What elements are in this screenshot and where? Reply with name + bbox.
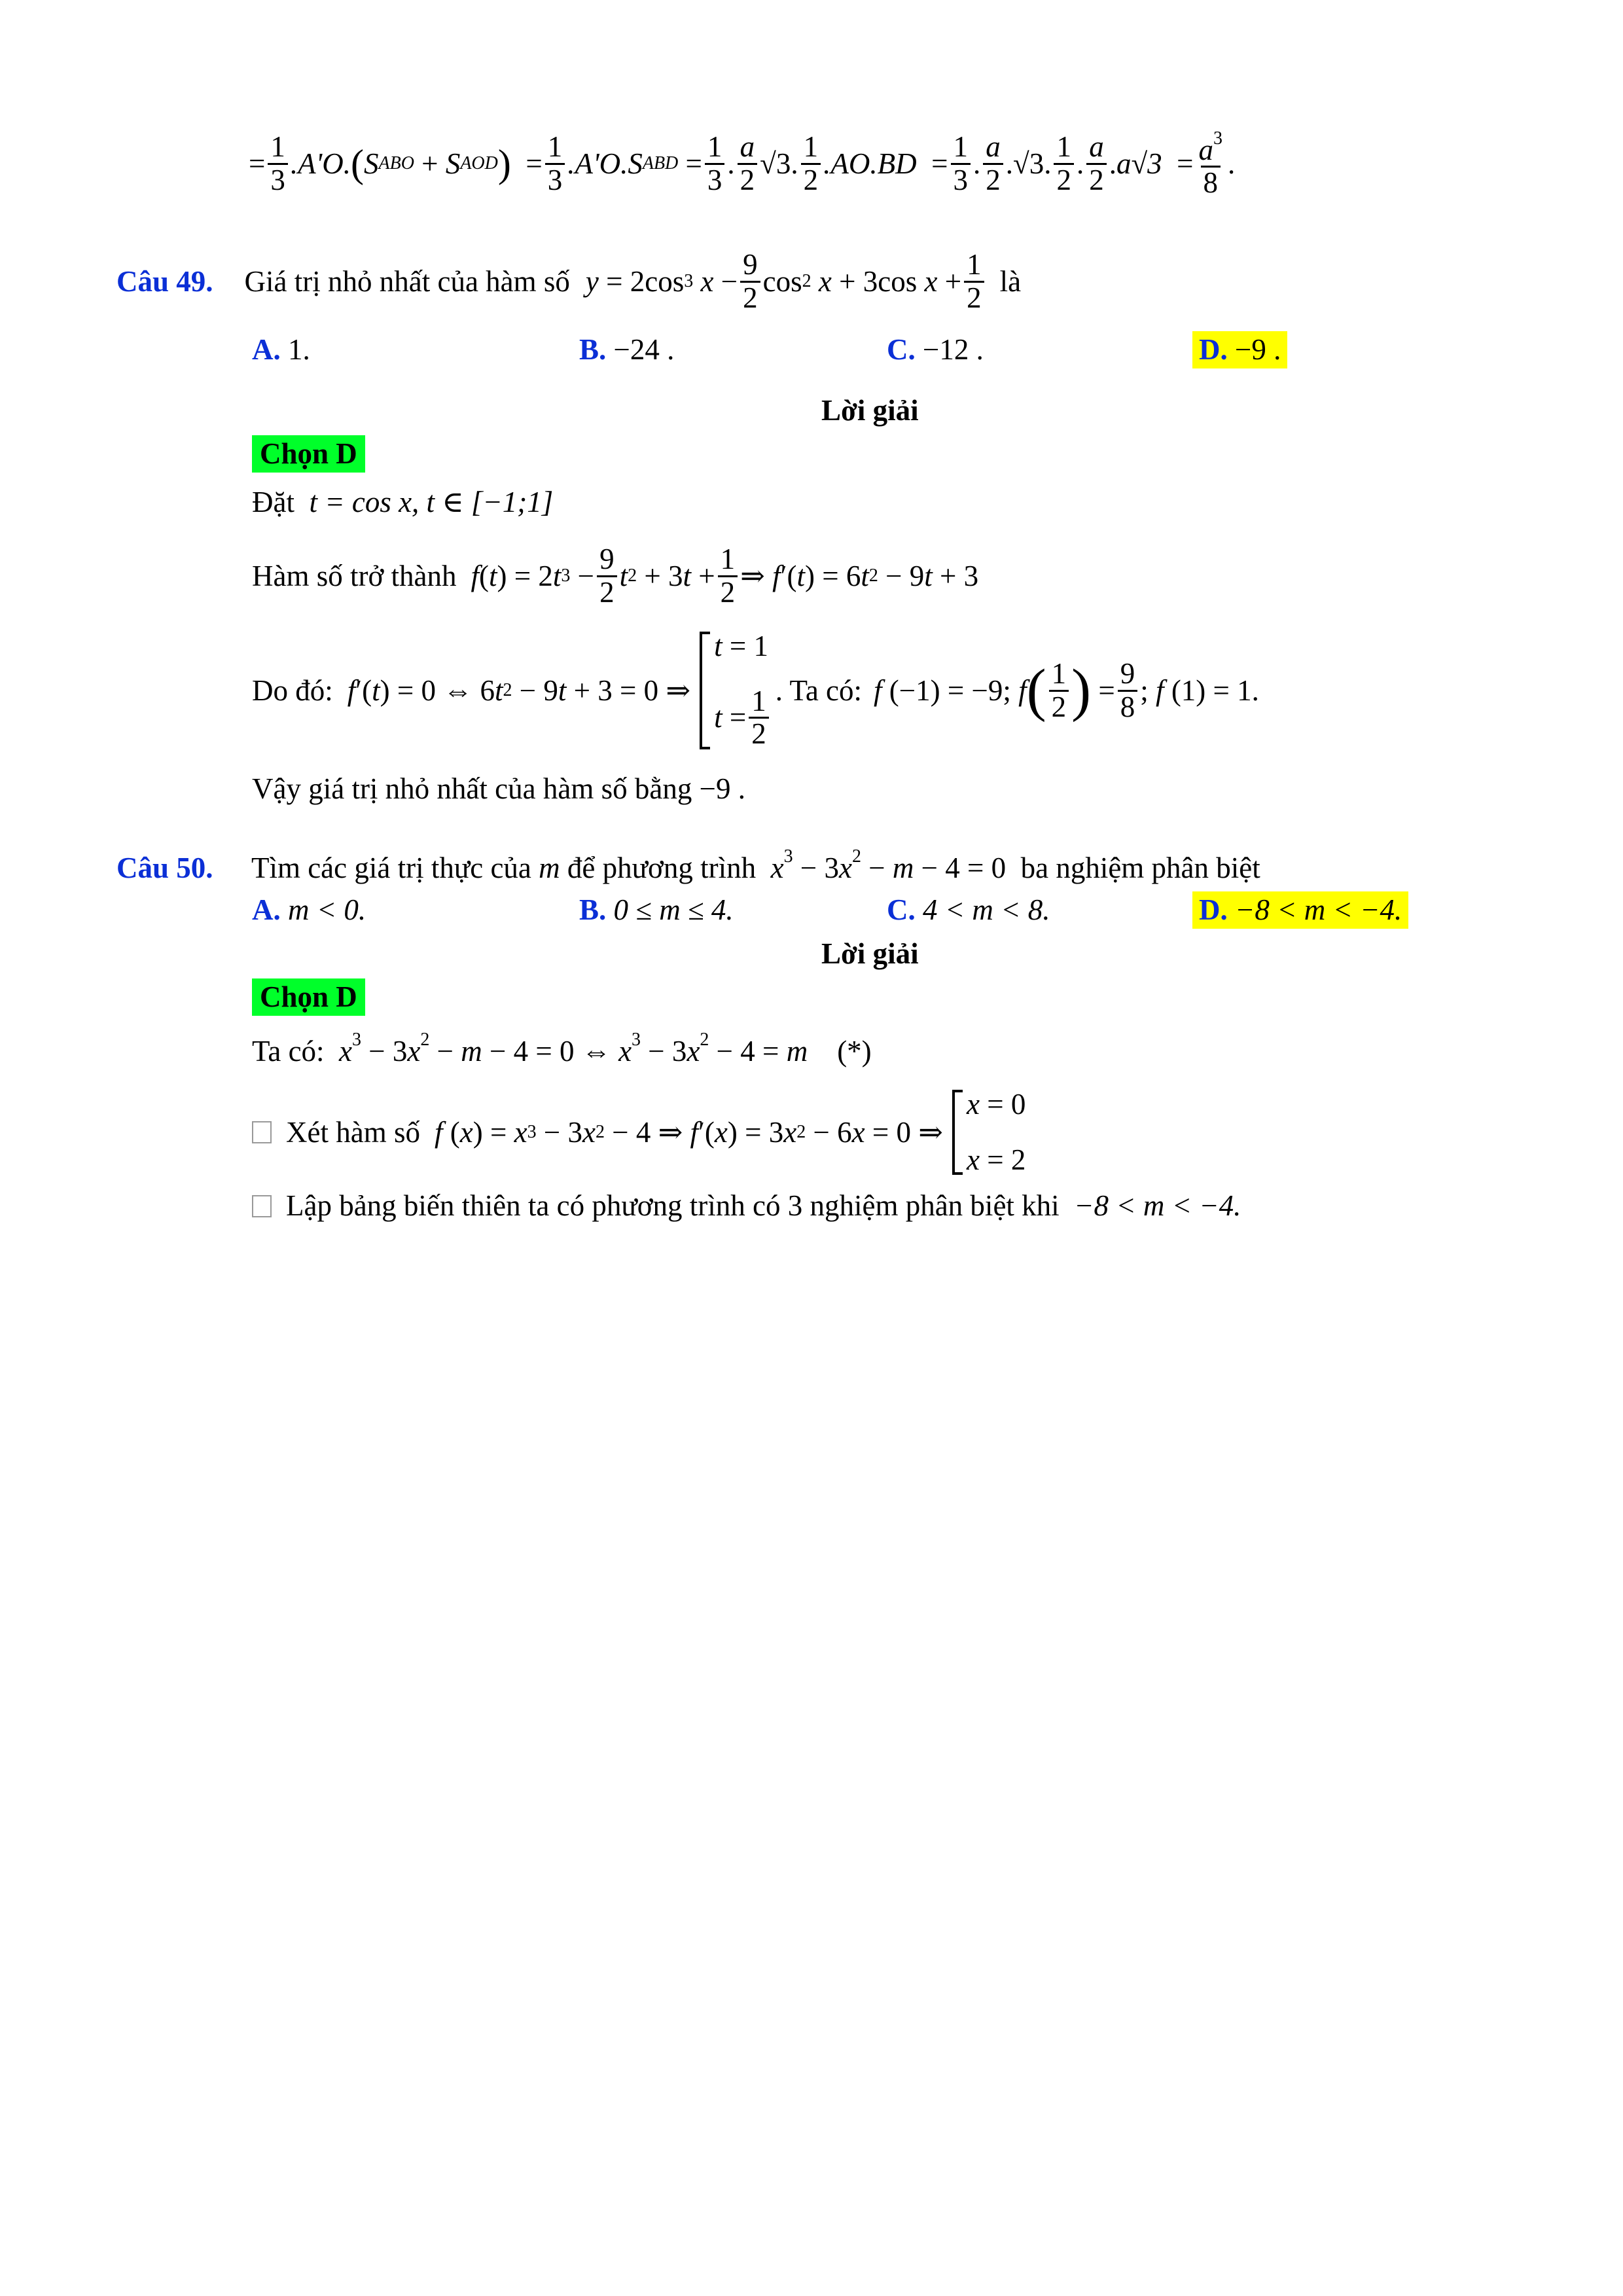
- q49-option-a: A. 1.: [252, 333, 310, 366]
- math-text: .A'O.: [290, 147, 351, 180]
- checkbox-icon: [252, 1195, 272, 1217]
- q49-line2: Hàm số trở thành f ( t ) = 2 t 3 − $\frac{9}{2}$ t 2 + 3 t + $\frac{1}{2}$ ⇒ f ′( t ) = 6 t 2 − 9 t + 3: [252, 543, 979, 609]
- q49-line4: Vậy giá trị nhỏ nhất của hàm số bằng −9 .: [252, 772, 745, 805]
- q49-line3: Do đó: f ′( t ) = 0 ⇔ 6 t 2 − 9 t + 3 = 0 ⇒ t = 1 t = $\frac{1}{2}$ . Ta có: f (−1) = −9; f ( $\frac{1}{2}$ ) = $\frac{9}{8}$ ; f (1) = 1.: [252, 630, 1259, 750]
- q49-answer-badge: Chọn D: [252, 435, 365, 473]
- q50-line: Câu 50. Tìm các giá trị thực của m để phương trình $x^3 - 3x^2 - m - 4 = 0$ ba nghiệm phân biệt: [116, 846, 1260, 884]
- q50-option-b: B. 0 ≤ m ≤ 4.: [579, 893, 734, 926]
- q49-solution-heading: Lời giải: [821, 394, 919, 427]
- cases-bracket: x = 0 x = 2: [952, 1090, 1026, 1175]
- cases-bracket: t = 1 t = $\frac{1}{2}$: [700, 632, 772, 749]
- q49-option-b: B. −24 .: [579, 333, 675, 366]
- q50-line2: Xét hàm số f ( x ) = x 3 − 3 x 2 − 4 ⇒ f ′( x ) = 3 x 2 − 6 x = 0 ⇒ x = 0 x = 2: [252, 1083, 1026, 1181]
- q50-label: Câu 50.: [116, 852, 213, 884]
- top-formula: = $\frac{1}{3}$ .A'O. ( S ABO + S AOD ) = $\frac{1}{3}$ .A'O.S ABD = $\frac{1}{3}$ . $\frac{a}{2}$ √3 . $\frac{1}{2}$ .AO.BD = $\frac{1}{3}$ . $\frac{a}{2}$ . √3 . $\frac{1}{2}$ . $\frac{a}{2}$ . a√3 = $\frac{a^3}{8}$ .: [249, 128, 1236, 199]
- q50-option-c: C. 4 < m < 8.: [887, 893, 1050, 926]
- q50-option-d: D. −8 < m < −4.: [1192, 891, 1408, 929]
- q49-option-d: D. −9 .: [1192, 331, 1287, 368]
- q49-line1: Đặt t = cos x, t ∈ [−1;1]: [252, 486, 554, 518]
- q50-solution-heading: Lời giải: [821, 937, 919, 970]
- checkbox-icon: [252, 1121, 272, 1143]
- fraction: $\frac{1}{3}$: [268, 132, 288, 196]
- q49-line: Câu 49. Giá trị nhỏ nhất của hàm số y = 2cos 3 x − $\frac{9}{2}$ cos 2 x + 3cos x + $\frac{1}{2}$ là: [116, 248, 1022, 314]
- q50-line3: Lập bảng biến thiên ta có phương trình có 3 nghiệm phân biệt khi −8 < m < −4.: [252, 1191, 1241, 1221]
- q49-text: Giá trị nhỏ nhất của hàm số: [244, 264, 570, 298]
- q50-answer-badge: Chọn D: [252, 978, 365, 1016]
- q49-label: Câu 49.: [116, 264, 213, 298]
- q49-option-c: C. −12 .: [887, 333, 984, 366]
- q50-line1: Ta có: $x^3 - 3x^2 - m - 4 = 0$ ⇔ $x^3 - 3x^2 - 4 = m$ (*): [252, 1030, 872, 1067]
- q50-option-a: A. m < 0.: [252, 893, 366, 926]
